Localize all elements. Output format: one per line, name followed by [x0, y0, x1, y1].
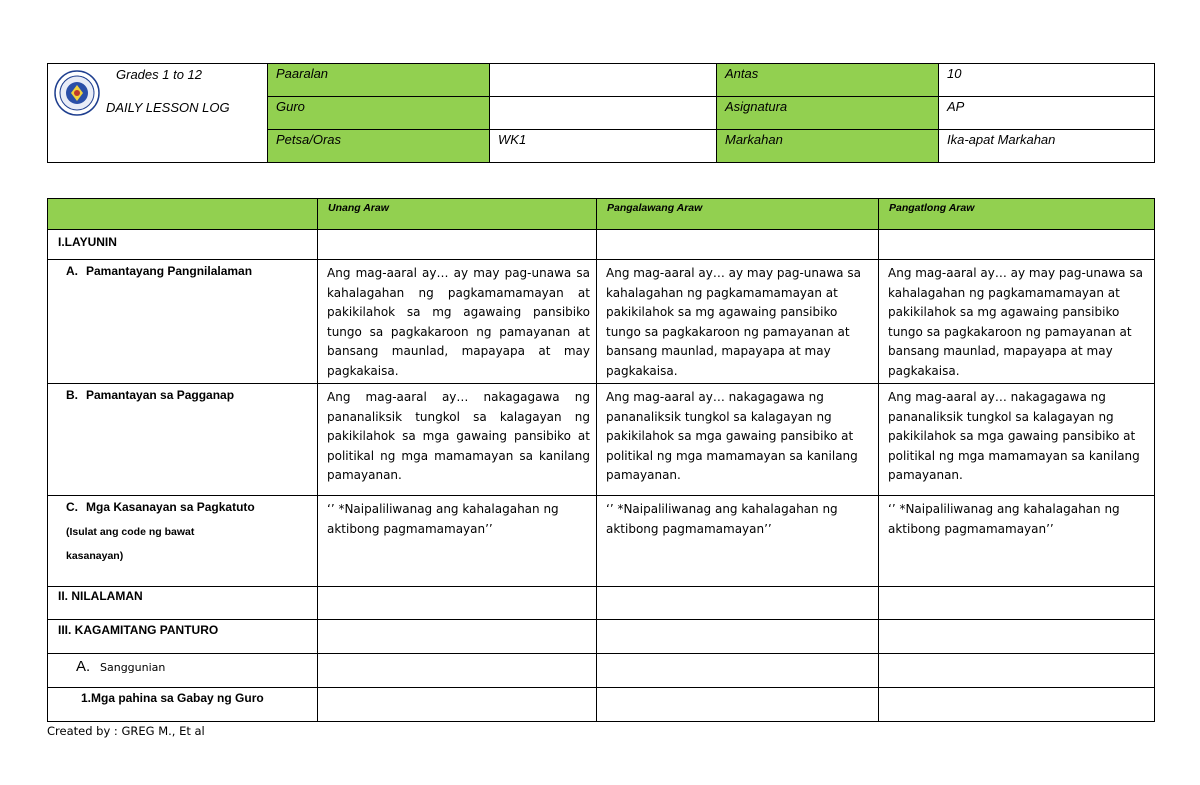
header-empty-cell: [48, 199, 318, 230]
table-row: [48, 587, 1155, 620]
cell-kasanayan-3: ‘’ *Naipaliliwanag ang kahalagahan ng aktibong pagmamamayan’’: [879, 496, 1155, 587]
table-row: [48, 620, 1155, 654]
row-label-layunin: I.LAYUNIN: [48, 230, 318, 260]
table-row: [48, 230, 1155, 260]
cell-pamantayang-pangnilalaman-1: Ang mag-aaral ay… ay may pag-unawa sa kahalagahan ng pagkamamamayan at pakikilahok sa mg agawaing pansibiko tungo sa pagkakaroon ng pamayanan at bansang maunlad, mapayapa at may pagkakaisa.: [318, 260, 597, 384]
row-letter: A.: [76, 658, 91, 675]
table-row: [48, 384, 1155, 496]
cell-empty: [597, 587, 879, 620]
cell-empty: [597, 654, 879, 688]
value-antas: 10: [939, 64, 1155, 97]
cell-empty: [318, 587, 597, 620]
day-header-2: Pangalawang Araw: [597, 199, 879, 230]
grades-label: Grades 1 to 12: [116, 67, 202, 82]
value-guro: [490, 97, 717, 130]
cell-empty: [597, 620, 879, 654]
row-letter: C.: [66, 500, 78, 514]
cell-empty: [318, 620, 597, 654]
document-title: DAILY LESSON LOG: [106, 100, 230, 115]
value-paaralan: [490, 64, 717, 97]
logo-cell: [48, 64, 268, 163]
code-note-line-1: (Isulat ang code ng bawat: [66, 526, 195, 538]
row-label-kagamitan: III. KAGAMITANG PANTURO: [48, 620, 318, 654]
cell-empty: [318, 230, 597, 260]
table-header-row: [48, 199, 1155, 230]
deped-seal-icon: [54, 70, 100, 116]
cell-empty: [879, 688, 1155, 722]
cell-pamantayan-pagganap-3: Ang mag-aaral ay… nakagagawa ng pananaliksik tungkol sa kalagayan ng pakikilahok sa mga gawaing pansibiko at politikal ng mga mamamayan sa kanilang pamayanan.: [879, 384, 1155, 496]
cell-empty: [879, 230, 1155, 260]
footer-credit: Created by : GREG M., Et al: [47, 724, 205, 738]
cell-empty: [318, 654, 597, 688]
row-label-a: [48, 260, 318, 384]
row-letter: B.: [66, 388, 78, 402]
cell-pamantayang-pangnilalaman-2: Ang mag-aaral ay… ay may pag-unawa sa kahalagahan ng pagkamamamayan at pakikilahok sa mg agawaing pansibiko tungo sa pagkakaroon ng pamayanan at bansang maunlad, mapayapa at may pagkakaisa.: [597, 260, 879, 384]
day-header-3: Pangatlong Araw: [879, 199, 1155, 230]
value-asignatura: AP: [939, 97, 1155, 130]
table-row: [48, 496, 1155, 587]
row-label-gabay: 1.Mga pahina sa Gabay ng Guro: [48, 688, 318, 722]
label-paaralan: Paaralan: [268, 64, 490, 97]
label-markahan: Markahan: [717, 130, 939, 163]
table-row: [48, 654, 1155, 688]
row-label-sanggunian: [48, 654, 318, 688]
lesson-log-table: [47, 198, 1155, 722]
cell-empty: [597, 688, 879, 722]
label-asignatura: Asignatura: [717, 97, 939, 130]
value-petsa-oras: WK1: [490, 130, 717, 163]
row-label-b: [48, 384, 318, 496]
cell-pamantayan-pagganap-2: Ang mag-aaral ay… nakagagawa ng pananaliksik tungkol sa kalagayan ng pakikilahok sa mga gawaing pansibiko at politikal ng mga mamamayan sa kanilang pamayanan.: [597, 384, 879, 496]
label-guro: Guro: [268, 97, 490, 130]
row-label-text: Pamantayan sa Pagganap: [86, 388, 235, 402]
cell-empty: [597, 230, 879, 260]
row-label-nilalaman: II. NILALAMAN: [48, 587, 318, 620]
row-letter: A.: [66, 264, 78, 278]
row-label-text: Pamantayang Pangnilalaman: [86, 264, 253, 278]
table-row: [48, 260, 1155, 384]
header-table: [47, 63, 1155, 163]
cell-pamantayan-pagganap-1: Ang mag-aaral ay… nakagagawa ng pananaliksik tungkol sa kalagayan ng pakikilahok sa mga gawaing pansibiko at politikal ng mga mamamayan sa kanilang pamayanan.: [318, 384, 597, 496]
cell-empty: [318, 688, 597, 722]
cell-empty: [879, 620, 1155, 654]
cell-kasanayan-2: ‘’ *Naipaliliwanag ang kahalagahan ng aktibong pagmamamayan’’: [597, 496, 879, 587]
row-label-text: Mga Kasanayan sa Pagkatuto: [86, 500, 255, 514]
cell-empty: [879, 654, 1155, 688]
label-petsa-oras: Petsa/Oras: [268, 130, 490, 163]
day-header-1: Unang Araw: [318, 199, 597, 230]
row-label-text: Sanggunian: [100, 661, 166, 674]
value-markahan: Ika-apat Markahan: [939, 130, 1155, 163]
label-antas: Antas: [717, 64, 939, 97]
cell-pamantayang-pangnilalaman-3: Ang mag-aaral ay… ay may pag-unawa sa kahalagahan ng pagkamamamayan at pakikilahok sa mg agawaing pansibiko tungo sa pagkakaroon ng pamayanan at bansang maunlad, mapayapa at may pagkakaisa.: [879, 260, 1155, 384]
cell-empty: [879, 587, 1155, 620]
table-row: [48, 688, 1155, 722]
row-label-c: [48, 496, 318, 587]
code-note-line-2: kasanayan): [66, 550, 124, 562]
cell-kasanayan-1: ‘’ *Naipaliliwanag ang kahalagahan ng aktibong pagmamamayan’’: [318, 496, 597, 587]
